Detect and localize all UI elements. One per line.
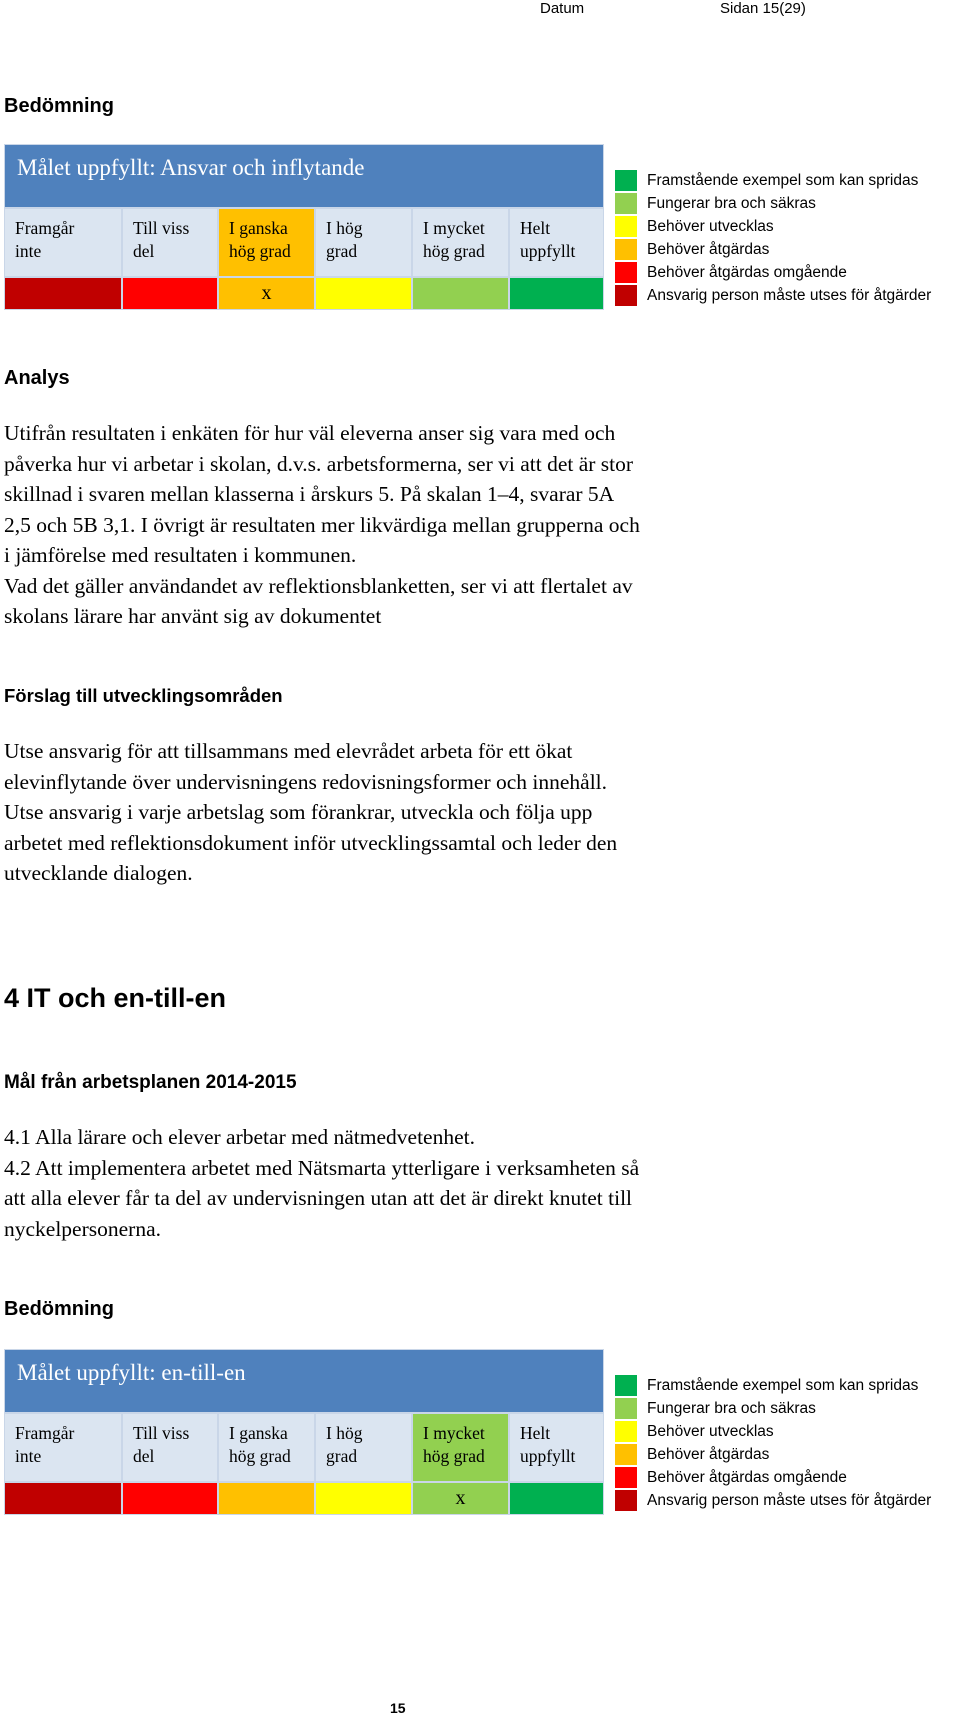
assessment-table-1 xyxy=(4,144,604,310)
color-legend-2 xyxy=(615,1374,960,1512)
mal-line: 4.1 Alla lärare och elever arbetar med nätmedvetenhet. xyxy=(4,1125,475,1149)
header-date: Datum xyxy=(540,0,585,17)
assessment-level-cell xyxy=(4,208,122,277)
forslag-line: Utse ansvarig i varje arbetslag som förankrar, utveckla och följa upp xyxy=(4,800,593,824)
assessment-level-label-line1: I ganska xyxy=(229,218,288,238)
legend-label: Framstående exempel som kan spridas xyxy=(647,171,919,189)
assessment-color-bar: x xyxy=(218,277,315,310)
legend-item xyxy=(615,238,960,261)
assessment-level-label-line2: grad xyxy=(326,1446,358,1466)
assessment-level-label-line1: I ganska xyxy=(229,1423,288,1443)
bedomning-heading-1: Bedömning xyxy=(4,95,114,117)
bedomning-heading-2: Bedömning xyxy=(4,1298,114,1320)
assessment-level-label-line2: hög grad xyxy=(229,241,291,261)
legend-label: Ansvarig person måste utses för åtgärder xyxy=(647,1491,932,1509)
assessment-color-bar xyxy=(218,1482,315,1515)
legend-label: Fungerar bra och säkras xyxy=(647,1399,816,1417)
assessment-level-label-line1: Helt xyxy=(520,218,551,238)
legend-item xyxy=(615,215,960,238)
analys-heading: Analys xyxy=(4,367,70,389)
legend-swatch xyxy=(615,239,637,260)
footer-page-number: 15 xyxy=(390,1700,406,1716)
assessment-level-label-line1: Framgår xyxy=(15,1423,75,1443)
legend-swatch xyxy=(615,1444,637,1465)
legend-item xyxy=(615,192,960,215)
assessment-color-bar xyxy=(4,1482,122,1515)
assessment-level-row xyxy=(4,1413,604,1482)
legend-swatch xyxy=(615,262,637,283)
legend-label: Behöver åtgärdas omgående xyxy=(647,1468,847,1486)
legend-label: Fungerar bra och säkras xyxy=(647,194,816,212)
mal-line: 4.2 Att implementera arbetet med Nätsmarta ytterligare i verksamheten så xyxy=(4,1155,640,1180)
assessment-level-label-line2: inte xyxy=(15,241,42,261)
assessment-level-cell xyxy=(315,208,412,277)
assessment-level-row xyxy=(4,208,604,277)
legend-swatch xyxy=(615,193,637,214)
assessment-level-label-line2: uppfyllt xyxy=(520,1446,576,1466)
assessment-level-cell xyxy=(509,1413,604,1482)
assessment-color-bar xyxy=(412,277,509,310)
legend-item xyxy=(615,1489,960,1512)
assessment-color-row xyxy=(4,1482,604,1515)
forslag-line: utvecklande dialogen. xyxy=(4,861,193,885)
assessment-level-cell xyxy=(218,1413,315,1482)
assessment-level-label-line1: Framgår xyxy=(15,218,75,238)
assessment-level-label-line2: hög grad xyxy=(423,1446,485,1466)
assessment-level-cell xyxy=(218,208,315,277)
forslag-line: arbetet med reflektionsdokument inför utvecklingssamtal och leder den xyxy=(4,830,618,855)
legend-item xyxy=(615,1397,960,1420)
legend-swatch xyxy=(615,1375,637,1396)
assessment-level-cell xyxy=(4,1413,122,1482)
legend-item xyxy=(615,284,960,307)
assessment-color-bar xyxy=(315,1482,412,1515)
analys-line: påverka hur vi arbetar i skolan, d.v.s. arbetsformerna, ser vi att det är stor xyxy=(4,451,634,476)
assessment-level-label-line2: del xyxy=(133,1446,155,1466)
assessment-color-bar xyxy=(4,277,122,310)
analys-line: skillnad i svaren mellan klasserna i årskurs 5. På skalan 1–4, svarar 5A xyxy=(4,482,615,506)
legend-swatch xyxy=(615,285,637,306)
analys-line: Utifrån resultaten i enkäten för hur väl eleverna anser sig vara med och xyxy=(4,421,616,445)
legend-item xyxy=(615,1443,960,1466)
analys-line: skolans lärare har använt sig av dokumentet xyxy=(4,604,382,628)
assessment-table-title: Målet uppfyllt: en-till-en xyxy=(4,1349,604,1413)
assessment-level-cell xyxy=(122,1413,218,1482)
legend-item xyxy=(615,1466,960,1489)
assessment-table-2 xyxy=(4,1349,604,1515)
assessment-level-label-line1: I hög xyxy=(326,218,363,238)
assessment-level-label-line2: uppfyllt xyxy=(520,241,576,261)
assessment-level-label-line2: inte xyxy=(15,1446,42,1466)
assessment-level-cell xyxy=(412,1413,509,1482)
assessment-table-title: Målet uppfyllt: Ansvar och inflytande xyxy=(4,144,604,208)
assessment-color-bar xyxy=(315,277,412,310)
mal-heading: Mål från arbetsplanen 2014-2015 xyxy=(4,1072,297,1093)
assessment-level-label-line1: Helt xyxy=(520,1423,551,1443)
assessment-level-cell xyxy=(315,1413,412,1482)
legend-swatch xyxy=(615,1467,637,1488)
mal-line: nyckelpersonerna. xyxy=(4,1216,161,1241)
color-legend-1 xyxy=(615,169,960,307)
assessment-level-cell xyxy=(122,208,218,277)
assessment-color-bar xyxy=(509,1482,604,1515)
assessment-level-label-line1: I mycket xyxy=(423,1423,485,1443)
assessment-level-label-line2: hög grad xyxy=(423,241,485,261)
legend-item xyxy=(615,1374,960,1397)
legend-label: Behöver åtgärdas xyxy=(647,1445,770,1463)
legend-label: Ansvarig person måste utses för åtgärder xyxy=(647,286,932,304)
assessment-level-label-line1: Till viss xyxy=(133,1423,190,1443)
forslag-line: elevinflytande över undervisningens redovisningsformer och innehåll. xyxy=(4,769,608,794)
analys-line: Vad det gäller användandet av reflektionsblanketten, ser vi att flertalet av xyxy=(4,573,633,598)
legend-swatch xyxy=(615,1398,637,1419)
legend-swatch xyxy=(615,1421,637,1442)
legend-label: Behöver utvecklas xyxy=(647,217,774,235)
legend-item xyxy=(615,169,960,192)
analys-line: i jämförelse med resultaten i kommunen. xyxy=(4,543,357,567)
legend-label: Behöver åtgärdas xyxy=(647,240,770,258)
assessment-level-label-line1: I mycket xyxy=(423,218,485,238)
legend-label: Behöver åtgärdas omgående xyxy=(647,263,847,281)
legend-label: Behöver utvecklas xyxy=(647,1422,774,1440)
mal-line: att alla elever får ta del av undervisningen utan att det är direkt knutet till xyxy=(4,1186,633,1210)
assessment-level-label-line2: hög grad xyxy=(229,1446,291,1466)
legend-item xyxy=(615,1420,960,1443)
assessment-color-bar xyxy=(509,277,604,310)
forslag-heading: Förslag till utvecklingsområden xyxy=(4,685,283,706)
analys-line: 2,5 och 5B 3,1. I övrigt är resultaten mer likvärdiga mellan grupperna och xyxy=(4,512,640,537)
assessment-level-label-line2: grad xyxy=(326,241,358,261)
legend-swatch xyxy=(615,170,637,191)
legend-swatch xyxy=(615,216,637,237)
assessment-level-cell xyxy=(509,208,604,277)
legend-item xyxy=(615,261,960,284)
header-page-number: Sidan 15(29) xyxy=(720,0,806,17)
assessment-color-bar: x xyxy=(412,1482,509,1515)
legend-swatch xyxy=(615,1490,637,1511)
assessment-color-row xyxy=(4,277,604,310)
section-heading-it: 4 IT och en-till-en xyxy=(4,983,227,1013)
mal-paragraph xyxy=(4,1122,954,1244)
assessment-level-label-line1: I hög xyxy=(326,1423,363,1443)
analys-paragraph xyxy=(4,418,954,632)
assessment-level-label-line1: Till viss xyxy=(133,218,190,238)
assessment-color-bar xyxy=(122,277,218,310)
assessment-level-cell xyxy=(412,208,509,277)
assessment-color-bar xyxy=(122,1482,218,1515)
assessment-level-label-line2: del xyxy=(133,241,155,261)
legend-label: Framstående exempel som kan spridas xyxy=(647,1376,919,1394)
forslag-paragraph xyxy=(4,736,954,889)
forslag-line: Utse ansvarig för att tillsammans med elevrådet arbeta för ett ökat xyxy=(4,739,573,763)
